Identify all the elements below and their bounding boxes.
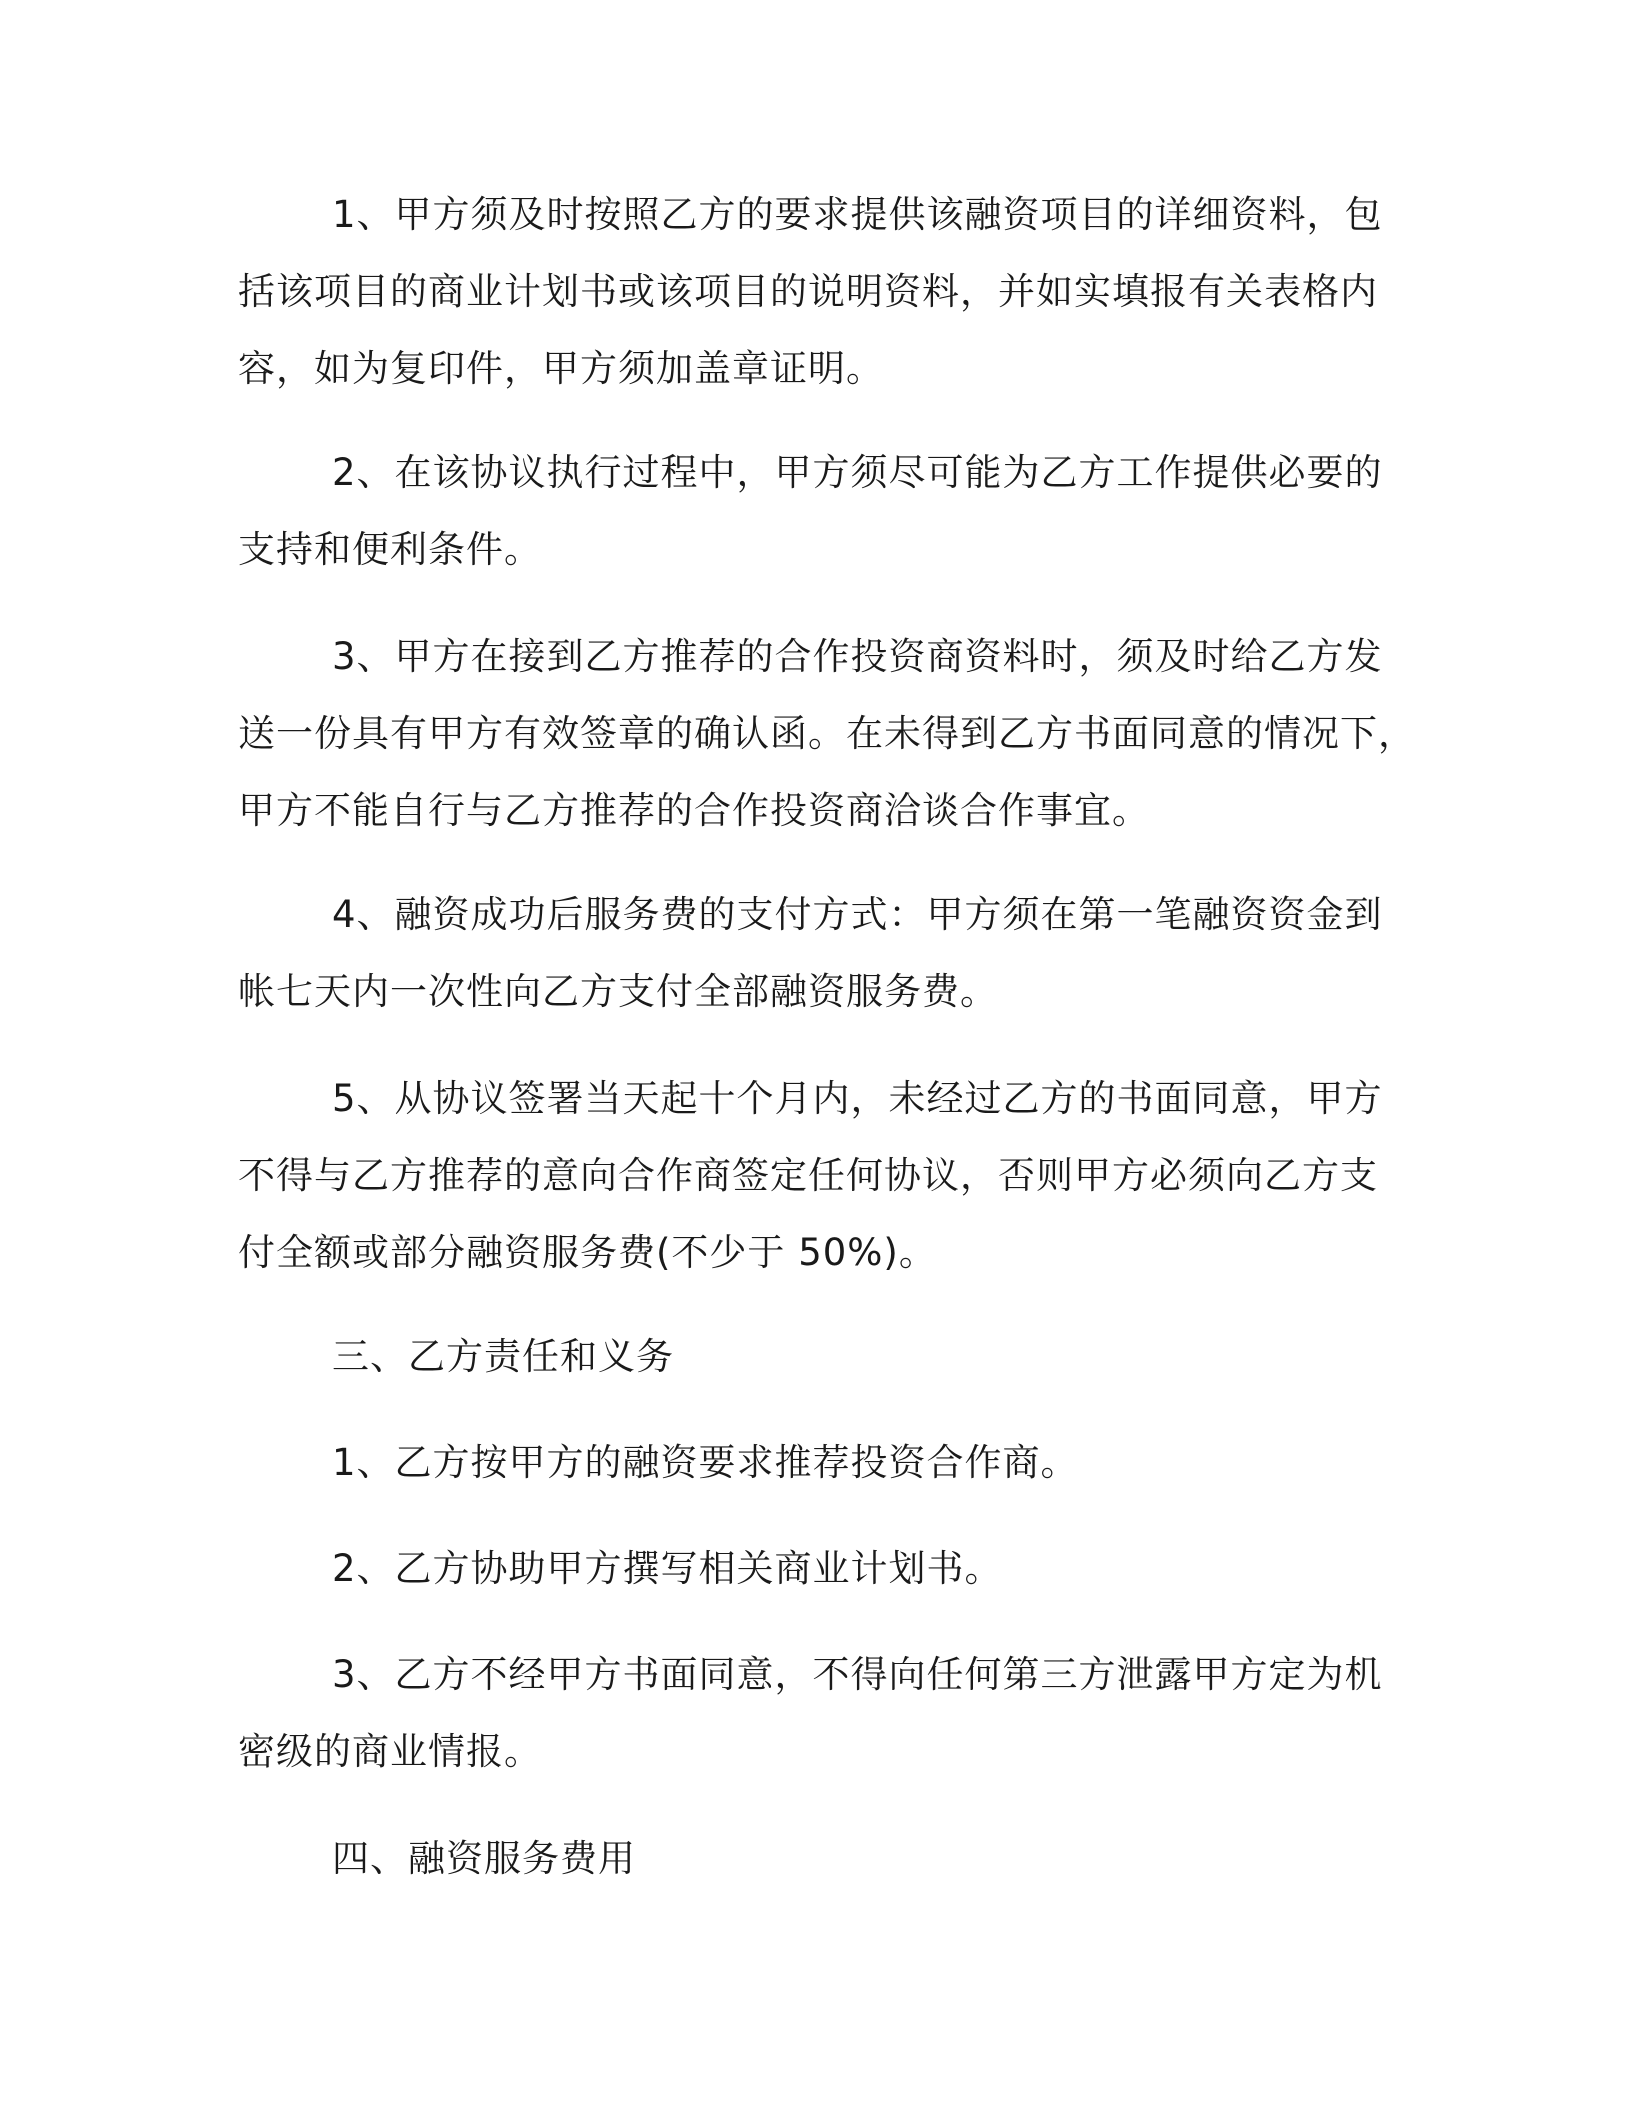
paragraph-party-a-obligation-1 <box>238 176 1388 407</box>
paragraph-line: 支持和便利条件。 <box>238 528 542 571</box>
section-heading: 四、融资服务费用 <box>332 1837 636 1880</box>
paragraph-party-a-obligation-4 <box>238 876 1388 1030</box>
paragraph-line: 不得与乙方推荐的意向合作商签定任何协议，否则甲方必须向乙方支 <box>238 1154 1378 1197</box>
paragraph-line: 送一份具有甲方有效签章的确认函。在未得到乙方书面同意的情况下， <box>238 712 1416 755</box>
paragraph-party-b-duty-3 <box>238 1636 1388 1790</box>
paragraph-party-b-duty-2 <box>238 1530 1388 1607</box>
paragraph-line: 5、从协议签署当天起十个月内，未经过乙方的书面同意，甲方 <box>332 1077 1383 1120</box>
paragraph-line: 3、甲方在接到乙方推荐的合作投资商资料时，须及时给乙方发 <box>332 635 1383 678</box>
paragraph-line: 4、融资成功后服务费的支付方式：甲方须在第一笔融资资金到 <box>332 893 1383 936</box>
paragraph-line: 2、在该协议执行过程中，甲方须尽可能为乙方工作提供必要的 <box>332 451 1383 494</box>
paragraph-line: 1、甲方须及时按照乙方的要求提供该融资项目的详细资料，包 <box>332 193 1383 236</box>
paragraph-line: 括该项目的商业计划书或该项目的说明资料，并如实填报有关表格内 <box>238 270 1378 313</box>
paragraph-line: 容，如为复印件，甲方须加盖章证明。 <box>238 347 884 390</box>
section-heading: 三、乙方责任和义务 <box>332 1335 674 1378</box>
section-heading-party-b <box>238 1318 1388 1395</box>
section-heading-service-fee <box>238 1820 1388 1897</box>
paragraph-party-b-duty-1 <box>238 1424 1388 1501</box>
paragraph-line: 付全额或部分融资服务费(不少于 50%)。 <box>238 1231 937 1274</box>
paragraph-line: 甲方不能自行与乙方推荐的合作投资商洽谈合作事宜。 <box>238 789 1150 832</box>
paragraph-line: 2、乙方协助甲方撰写相关商业计划书。 <box>332 1547 1003 1590</box>
paragraph-party-a-obligation-5 <box>238 1060 1388 1291</box>
paragraph-line: 密级的商业情报。 <box>238 1730 542 1773</box>
paragraph-party-a-obligation-2 <box>238 434 1388 588</box>
paragraph-line: 帐七天内一次性向乙方支付全部融资服务费。 <box>238 970 998 1013</box>
paragraph-party-a-obligation-3 <box>238 618 1416 849</box>
paragraph-line: 3、乙方不经甲方书面同意，不得向任何第三方泄露甲方定为机 <box>332 1653 1383 1696</box>
paragraph-line: 1、乙方按甲方的融资要求推荐投资合作商。 <box>332 1441 1079 1484</box>
